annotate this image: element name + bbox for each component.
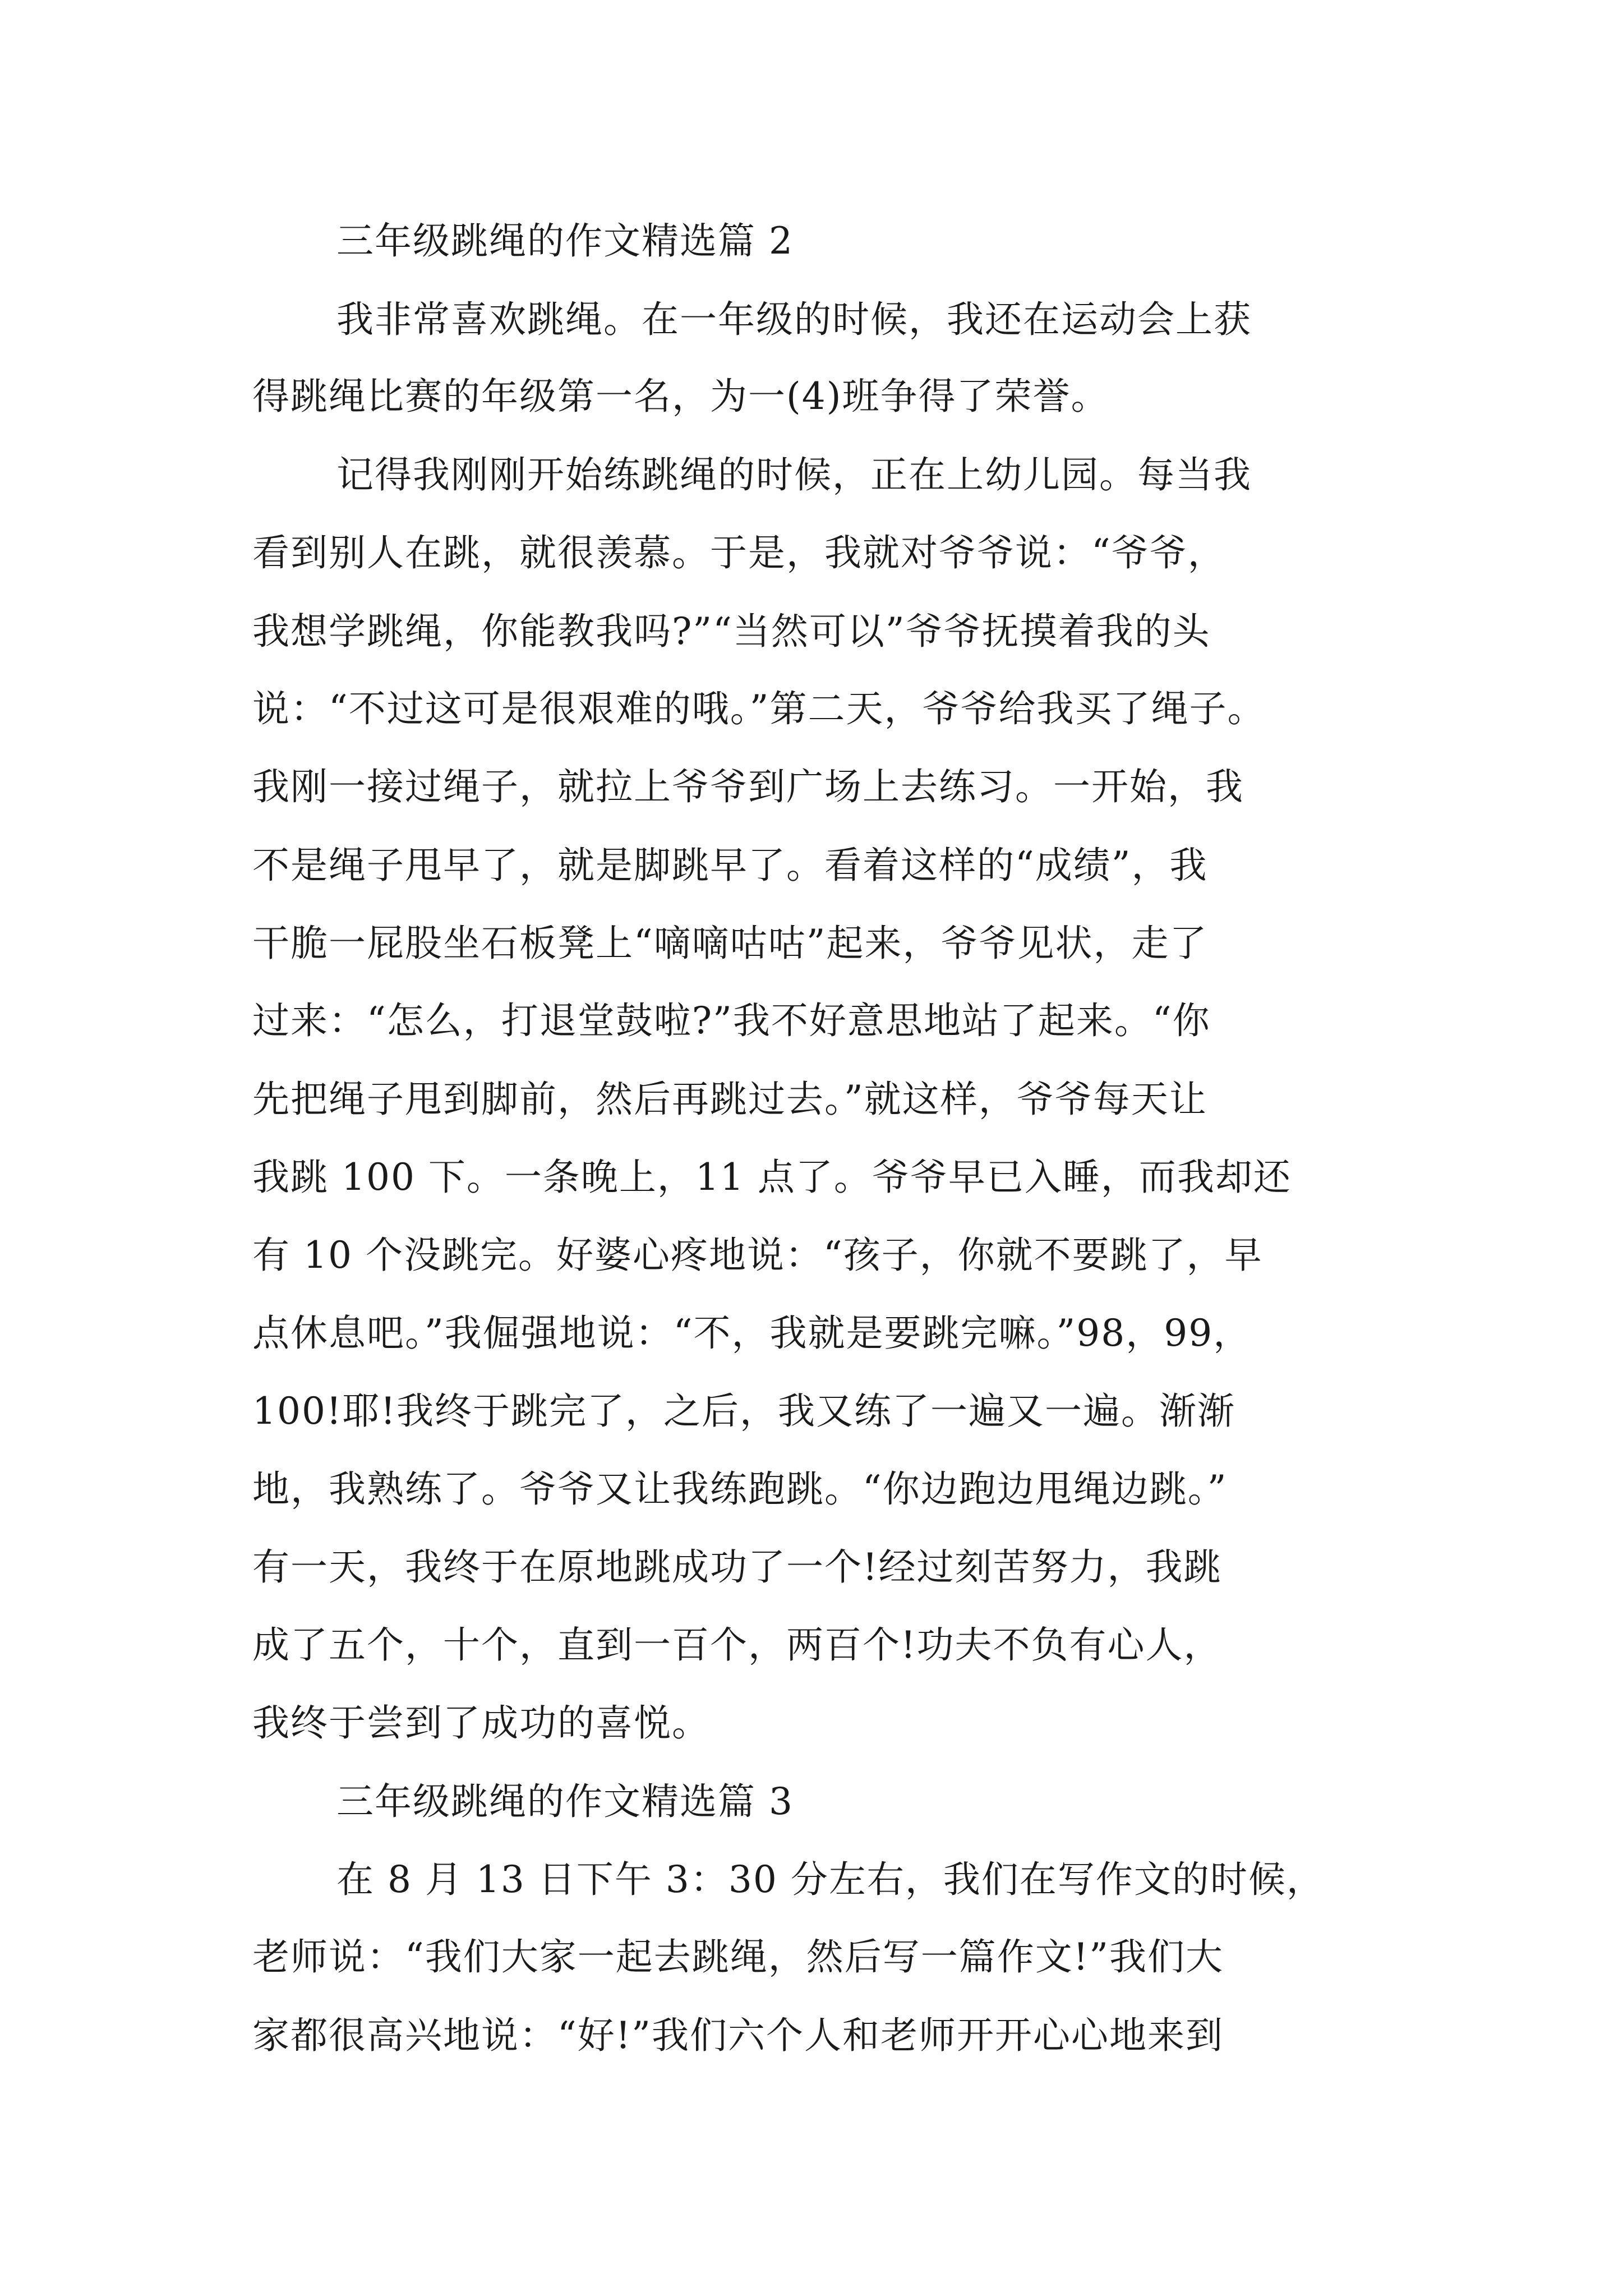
paragraph-line: 记得我刚刚开始练跳绳的时候，正在上幼儿园。每当我 — [336, 453, 1252, 496]
paragraph-line: 过来：“怎么，打退堂鼓啦?”我不好意思地站了起来。“你 — [252, 999, 1211, 1042]
paragraph-line: 干脆一屁股坐石板凳上“嘀嘀咕咕”起来，爷爷见状，走了 — [252, 922, 1208, 965]
paragraph-line: 地，我熟练了。爷爷又让我练跑跳。“你边跑边甩绳边跳。” — [252, 1467, 1228, 1511]
paragraph-line: 我跳 100 下。一条晚上，11 点了。爷爷早已入睡，而我却还 — [252, 1156, 1292, 1199]
paragraph-line: 先把绳子甩到脚前，然后再跳过去。”就这样，爷爷每天让 — [252, 1078, 1207, 1121]
paragraph-line: 看到别人在跳，就很羡慕。于是，我就对爷爷说：“爷爷， — [252, 531, 1226, 574]
section-heading: 三年级跳绳的作文精选篇 3 — [336, 1780, 794, 1823]
paragraph-line: 有 10 个没跳完。好婆心疼地说：“孩子，你就不要跳了，早 — [252, 1234, 1263, 1277]
paragraph-line: 家都很高兴地说：“好!”我们六个人和老师开开心心地来到 — [252, 2014, 1224, 2057]
paragraph-line: 我刚一接过绳子，就拉上爷爷到广场上去练习。一开始，我 — [252, 765, 1244, 808]
paragraph-line: 100!耶!我终于跳完了，之后，我又练了一遍又一遍。渐渐 — [252, 1389, 1236, 1433]
section-heading: 三年级跳绳的作文精选篇 2 — [336, 219, 794, 263]
paragraph-line: 有一天，我终于在原地跳成功了一个!经过刻苦努力，我跳 — [252, 1545, 1222, 1589]
paragraph-line: 成了五个，十个，直到一百个，两百个!功夫不负有心人， — [252, 1623, 1222, 1667]
paragraph-line: 得跳绳比赛的年级第一名，为一(4)班争得了荣誉。 — [252, 375, 1109, 418]
paragraph-line: 说：“不过这可是很艰难的哦。”第二天，爷爷给我买了绳子。 — [252, 687, 1266, 730]
paragraph-line: 我终于尝到了成功的喜悦。 — [252, 1701, 710, 1745]
paragraph-line: 我非常喜欢跳绳。在一年级的时候，我还在运动会上获 — [336, 298, 1252, 341]
paragraph-line: 老师说：“我们大家一起去跳绳，然后写一篇作文!”我们大 — [252, 1935, 1224, 1978]
paragraph-line: 点休息吧。”我倔强地说：“不，我就是要跳完嘛。”98，99， — [252, 1312, 1252, 1355]
paragraph-line: 我想学跳绳，你能教我吗?”“当然可以”爷爷抚摸着我的头 — [252, 610, 1211, 653]
paragraph-line: 不是绳子甩早了，就是脚跳早了。看着这样的“成绩”，我 — [252, 844, 1208, 887]
paragraph-line: 在 8 月 13 日下午 3：30 分左右，我们在写作文的时候， — [336, 1858, 1325, 1901]
